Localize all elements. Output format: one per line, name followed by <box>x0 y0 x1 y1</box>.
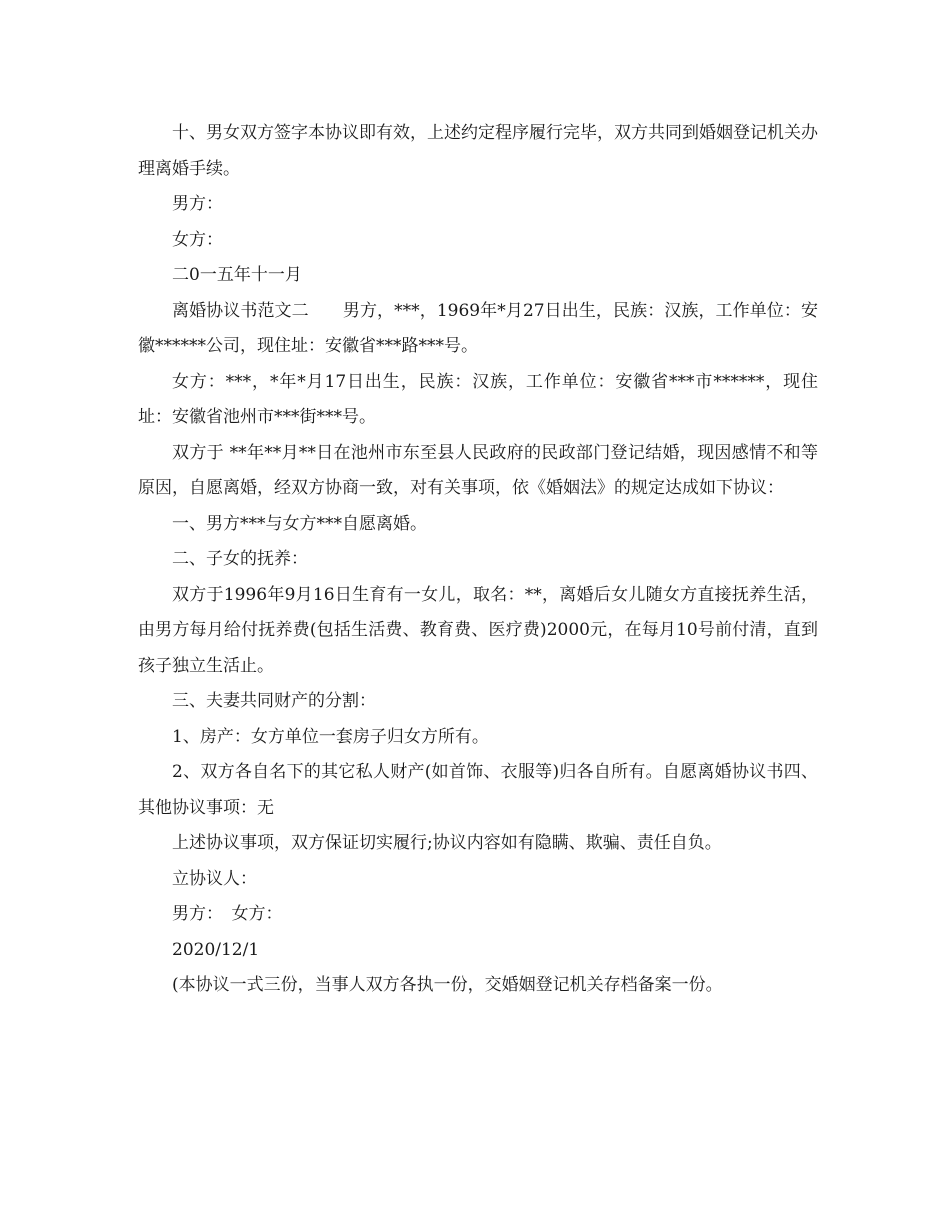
paragraph-signatories: 立协议人： <box>172 868 257 889</box>
paragraph-copies-note: (本协议一式三份，当事人双方各执一份，交婚姻登记机关存档备案一份。 <box>172 975 723 995</box>
paragraph-clause-two-heading: 二、子女的抚养： <box>172 549 308 569</box>
document-body <box>138 116 818 1004</box>
paragraph-guarantee: 上述协议事项，双方保证切实履行;协议内容如有隐瞒、欺骗、责任自负。 <box>172 833 722 853</box>
paragraph-signing-date: 2020/12/1 <box>172 939 260 960</box>
paragraph-signature-lines: 男方： 女方： <box>172 904 283 924</box>
paragraph-sample-two-male-info: 离婚协议书范文二 男方，***，1969年*月27日出生，民族：汉族，工作单位：安徽******公司，现住址：安徽省***路***号。 <box>138 300 818 356</box>
paragraph-clause-one: 一、男方***与女方***自愿离婚。 <box>172 513 427 534</box>
paragraph-property-house: 1、房产：女方单位一套房子归女方所有。 <box>172 726 489 747</box>
paragraph-male-party: 男方： <box>172 194 223 214</box>
paragraph-female-info: 女方：***，*年*月17日出生，民族：汉族，工作单位：安徽省***市******，现住址：安徽省池州市***街***号。 <box>138 371 818 427</box>
paragraph-marriage-registration: 双方于 **年**月**日在池州市东至县人民政府的民政部门登记结婚，现因感情不和等原因，自愿离婚，经双方协商一致，对有关事项，依《婚姻法》的规定达成如下协议： <box>138 442 818 498</box>
paragraph-date: 二0一五年十一月 <box>172 265 302 285</box>
paragraph-clause-three-heading: 三、夫妻共同财产的分割： <box>172 691 376 711</box>
paragraph-child-support: 双方于1996年9月16日生育有一女儿，取名：**，离婚后女儿随女方直接抚养生活，由男方每月给付抚养费(包括生活费、教育费、医疗费)2000元，在每月10号前付清，直到孩子独立生活止。 <box>138 584 818 676</box>
paragraph-clause-ten: 十、男女双方签字本协议即有效，上述约定程序履行完毕，双方共同到婚姻登记机关办理离婚手续。 <box>138 123 818 179</box>
paragraph-female-party: 女方： <box>172 229 223 250</box>
paragraph-property-personal: 2、双方各自名下的其它私人财产(如首饰、衣服等)归各自所有。自愿离婚协议书四、其他协议事项：无 <box>138 762 818 818</box>
